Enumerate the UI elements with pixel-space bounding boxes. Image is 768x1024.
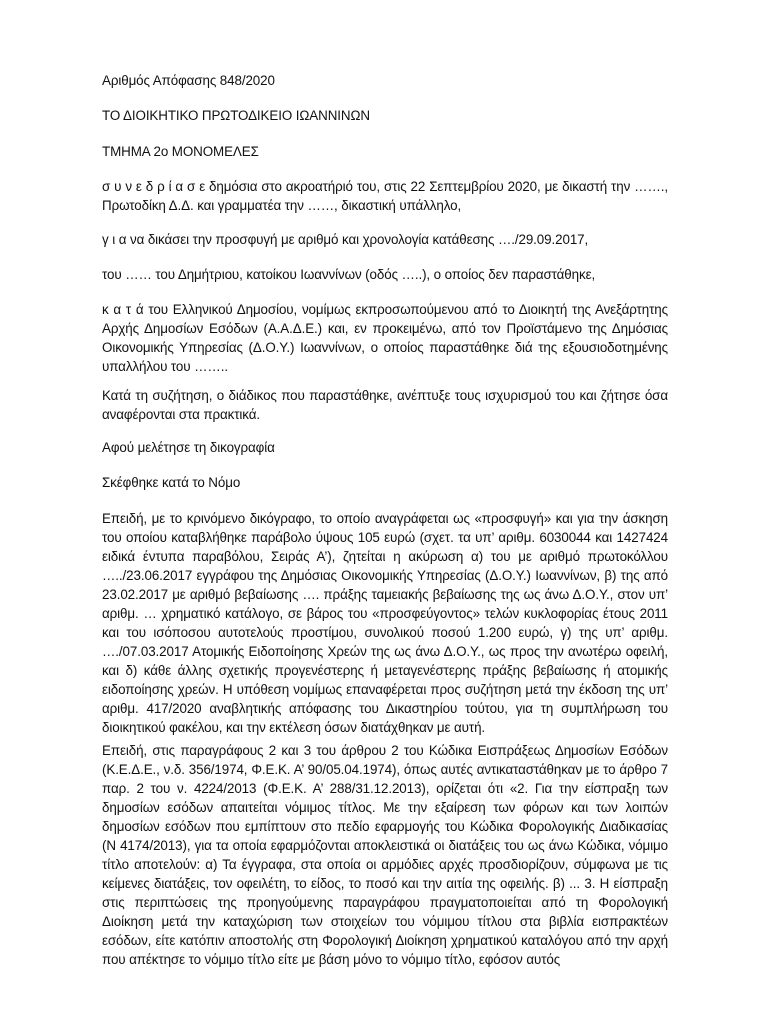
court-name: ΤΟ ΔΙΟΙΚΗΤΙΚΟ ΠΡΩΤΟΔΙΚΕΙΟ ΙΩΑΝΝΙΝΩΝ (102, 108, 370, 123)
body-paragraph-2: Επειδή, στις παραγράφους 2 και 3 του άρθρου 2 του Κώδικα Εισπράξεως Δημοσίων Εσόδων (Κ.Ε.Δ.Ε., ν.δ. 356/1974, Φ.Ε.Κ. Α’ 90/05.04.1974), όπως αυτές αντικαταστάθηκαν με το άρθρο 7 παρ. 2 του ν. 4224/2013 (Φ.Ε.Κ. Α’ 288/31.12.2013), ορίζεται ότι «2. Για την είσπραξη των δημοσίων εσόδων απαιτείται νόμιμος τίτλος. Με την εξαίρεση των φόρων και των λοιπών δημοσίων εσόδων που εμπίπτουν στο πεδίο εφαρμογής του Κώδικα Φορολογικής Διαδικασίας (Ν 4174/2013), για τα οποία εφαρμόζονται αποκλειστικά οι διατάξεις του ως άνω Κώδικα, νόμιμο τίτλο αποτελούν: α) Τα έγγραφα, στα οποία οι αρμόδιες αρχές προσδιορίζουν, σύμφωνα με τις κείμενες διατάξεις, τον οφειλέτη, το είδος, το ποσό και την αιτία της οφειλής. β) ... 3. Η είσπραξη στις περιπτώσεις της προηγούμενης παραγράφου πραγματοποιείται από τη Φορολογική Διοίκηση μετά την καταχώριση των στοιχείων του νόμιμου τίτλου στα βιβλία εισπρακτέων εσόδων, είτε κατόπιν αποστολής στη Φορολογική Διοίκηση χρηματικού καταλόγου από την αρχή που απέκτησε το νόμιμο τίτλο είτε με βάση μόνο το νόμιμο τίτλο, εφόσον αυτός (102, 743, 668, 967)
decision-number: Αριθμός Απόφασης 848/2020 (102, 73, 275, 88)
hearing-paragraph: Κατά τη συζήτηση, ο διάδικος που παραστάθηκε, ανέπτυξε τους ισχυρισμού του και ζήτησε όσα αναφέρονται στα πρακτικά. (102, 388, 668, 422)
court-section: ΤΜΗΜΑ 2ο ΜΟΝΟΜΕΛΕΣ (102, 144, 259, 159)
respondent-paragraph: κ α τ ά του Ελληνικού Δημοσίου, νομίμως εκπροσωπούμενου από το Διοικητή της Ανεξάρτητης Αρχής Δημοσίων Εσόδων (Α.Α.Δ.Ε.) και, εν προκειμένω, από τον Προϊστάμενο της Δημόσιας Οικονομικής Υπηρεσίας (Δ.Ο.Υ.) Ιωαννίνων, ο οποίος παραστάθηκε διά της εξουσιοδοτημένης υπαλλήλου του …….. (102, 302, 668, 374)
studied-line: Αφού μελέτησε τη δικογραφία (102, 440, 275, 455)
body-paragraph-1: Επειδή, με το κρινόμενο δικόγραφο, το οποίο αναγράφεται ως «προσφυγή» και για την άσκηση του οποίου καταβλήθηκε παράβολο ύψους 105 ευρώ (σχετ. τα υπ’ αριθμ. 6030044 και 1427424 ειδικά έντυπα παραβόλου, Σειράς Α’), ζητείται η ακύρωση α) του με αριθμό πρωτοκόλλου …../23.06.2017 εγγράφου της Δημόσιας Οικονομικής Υπηρεσίας (Δ.Ο.Υ.) Ιωαννίνων, β) της από 23.02.2017 με αριθμό βεβαίωσης …. πράξης ταμειακής βεβαίωσης της ως άνω Δ.Ο.Υ., στον υπ’ αριθμ. … χρηματικό κατάλογο, σε βάρος του «προσφεύγοντος» τελών κυκλοφορίας έτους 2011 και του ισόποσου αυτοτελούς προστίμου, συνολικού ποσού 1.200 ευρώ, γ) της υπ’ αριθμ. …./07.03.2017 Ατομικής Ειδοποίησης Χρεών της ως άνω Δ.Ο.Υ., ως προς την ανωτέρω οφειλή, και δ) κάθε άλλης σχετικής προγενέστερης ή μεταγενέστερης πράξης βεβαίωσης ή ατομικής ειδοποίησης χρεών. Η υπόθεση νομίμως επαναφέρεται προς συζήτηση μετά την έκδοση της υπ’ αριθμ. 417/2020 αναβλητικής απόφασης του Δικαστηρίου τούτου, για τη συμπλήρωση του διοικητικού φακέλου, και την εκτέλεση όσων διατάχθηκαν με αυτή. (102, 511, 668, 735)
applicant-paragraph: του …… του Δημήτριου, κατοίκου Ιωαννίνων (οδός …..), ο οποίος δεν παραστάθηκε, (102, 267, 596, 282)
purpose-paragraph: γ ι α να δικάσει την προσφυγή με αριθμό και χρονολογία κατάθεσης …./29.09.2017, (102, 232, 589, 247)
session-paragraph: σ υ ν ε δ ρ ί α σ ε δημόσια στο ακροατήριό του, στις 22 Σεπτεμβρίου 2020, με δικαστή την ……., Πρωτοδίκη Δ.Δ. και γραμματέα την ……, δικαστική υπάλληλο, (102, 179, 668, 213)
considered-line: Σκέφθηκε κατά το Νόμο (102, 475, 241, 490)
